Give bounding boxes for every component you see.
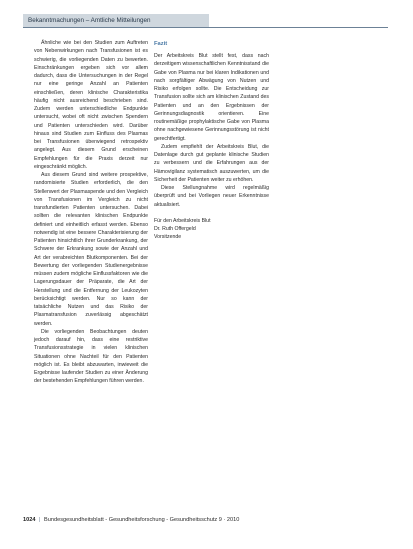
- left-paragraph-2: Aus diesem Grund sind weitere prospektive, randomisierte Studien erforderlich, die den Stellenwert der Plasmaspende und den Vergleich von Transfusionen im Vergleich zu nicht transfundierten Patienten untersuchen. Dabei sollten die relevanten klinischen Endpunkte definiert und einheitlich erfasst werden. Ebenso notwendig ist eine bessere Charakterisierung der Patienten hinsichtlich ihrer Grunderkrankung, der Schwere der Erkrankung sowie der Anzahl und Art der verabreichten Blutkomponenten. Bei der Bewertung der vorliegenden Studienergebnisse müssen zudem mögliche Einflussfaktoren wie die Lagerungsdauer der Präparate, die Art der Herstellung und die Entfernung der Leukozyten berücksichtigt werden. Nur so kann der tatsächliche Nutzen und das Risiko der Plasmatransfusion zuverlässig abgeschätzt werden.: [34, 172, 148, 327]
- publication-info: Bundesgesundheitsblatt - Gesundheitsforschung - Gesundheitsschutz 9 · 2010: [44, 517, 240, 523]
- page-footer: [23, 516, 239, 524]
- right-paragraph-2: Zudem empfiehlt der Arbeitskreis Blut, die Datenlage durch gut geplante klinische Studien zu verbessern und die Erfahrungen aus der Hämovigilanz systematisch auszuwerten, um die Sicherheit der Patienten weiter zu erhöhen.: [154, 143, 269, 183]
- header-divider: [23, 27, 388, 28]
- right-paragraph-3: Diese Stellungnahme wird regelmäßig überprüft und bei Vorliegen neuer Erkenntnisse aktualisiert.: [154, 185, 269, 208]
- right-paragraph-1: Der Arbeitskreis Blut stellt fest, dass nach derzeitigem wissenschaftlichen Kenntnisstand die Gabe von Plasma nur bei klaren Indikationen und nach sorgfältiger Abwägung von Nutzen und Risiko erfolgen sollte. Die Entscheidung zur Transfusion sollte sich am klinischen Zustand des Patienten und an den Ergebnissen der Gerinnungsdiagnostik orientieren. Eine routinemäßige prophylaktische Gabe von Plasma ohne nachgewiesene Gerinnungsstörung ist nicht gerechtfertigt.: [154, 53, 269, 142]
- page-number: 1024: [23, 517, 36, 523]
- conclusion-heading: Fazit: [154, 41, 168, 47]
- signature-line-2: Dr. Ruth Offergeld: [154, 226, 196, 232]
- signature-block: [154, 217, 269, 242]
- left-paragraph-1: Ähnliche wie bei den Studien zum Auftreten von Nebenwirkungen nach Transfusionen ist es schwierig, die vorliegenden Daten zu bewerten. Einschränkungen ergeben sich vor allem dadurch, dass die Untersuchungen in der Regel nur eine geringe Anzahl an Patienten einschließen, deren klinische Charakteristika häufig nicht ausreichend beschrieben sind. Zudem werden unterschiedliche Endpunkte untersucht, wobei oft nicht zwischen Spendern und Patienten unterschieden wird. Darüber hinaus sind Studien zum Einfluss des Plasmas bei Transfusionen überwiegend retrospektiv angelegt. Aus diesem Grund erscheinen Empfehlungen für die Praxis derzeit nur eingeschränkt möglich.: [34, 40, 148, 170]
- left-text-column: [34, 39, 148, 386]
- footer-separator: |: [39, 517, 41, 523]
- signature-line-1: Für den Arbeitskreis Blut: [154, 217, 211, 224]
- section-label: Bekanntmachungen – Amtliche Mitteilungen: [28, 17, 151, 24]
- section-header-bar: [23, 14, 209, 27]
- right-text-column: [154, 39, 269, 242]
- left-paragraph-3: Die vorliegenden Beobachtungen deuten jedoch darauf hin, dass eine restriktive Transfusionsstrategie in vielen klinischen Situationen ohne Nachteil für den Patienten möglich ist. Es bleibt abzuwarten, inwieweit die Ergebnisse laufender Studien zu einer Änderung der bestehenden Empfehlungen führen werden.: [34, 328, 148, 385]
- signature-line-3: Vorsitzende: [154, 234, 182, 241]
